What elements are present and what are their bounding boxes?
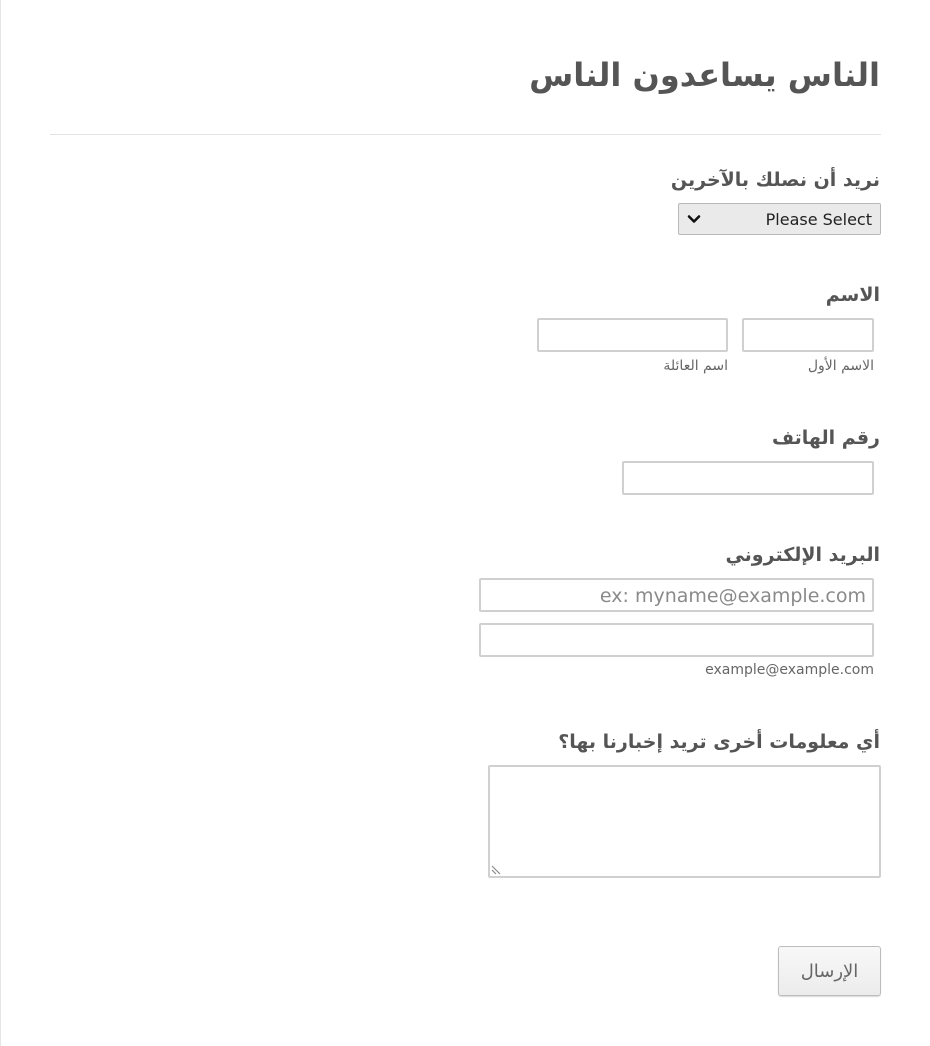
title-divider (50, 134, 881, 135)
email-label: البريد الإلكتروني (725, 544, 880, 566)
phone-input[interactable] (622, 461, 874, 495)
last-name-sublabel: اسم العائلة (663, 358, 728, 374)
name-label: الاسم (825, 284, 880, 306)
submit-button[interactable]: الإرسال (778, 946, 881, 996)
email-confirm-input[interactable] (479, 623, 874, 657)
info-label: أي معلومات أخرى تريد إخبارنا بها؟ (558, 731, 880, 753)
info-textarea[interactable] (488, 765, 881, 878)
chevron-down-icon (687, 212, 701, 226)
phone-label: رقم الهاتف (772, 427, 880, 449)
email-placeholder: ex: myname@example.com (599, 585, 866, 607)
first-name-input[interactable] (742, 318, 874, 352)
form-title: الناس يساعدون الناس (529, 56, 880, 94)
page-edge (0, 0, 1, 1046)
email-input[interactable] (479, 578, 874, 612)
connect-select[interactable] (678, 203, 881, 235)
resize-grip-icon[interactable] (491, 864, 502, 875)
last-name-input[interactable] (537, 318, 728, 352)
first-name-sublabel: الاسم الأول (807, 358, 874, 374)
email-sublabel: example@example.com (705, 662, 874, 678)
connect-label: نريد أن نصلك بالآخرين (670, 169, 880, 191)
connect-select-value: Please Select (765, 209, 872, 229)
